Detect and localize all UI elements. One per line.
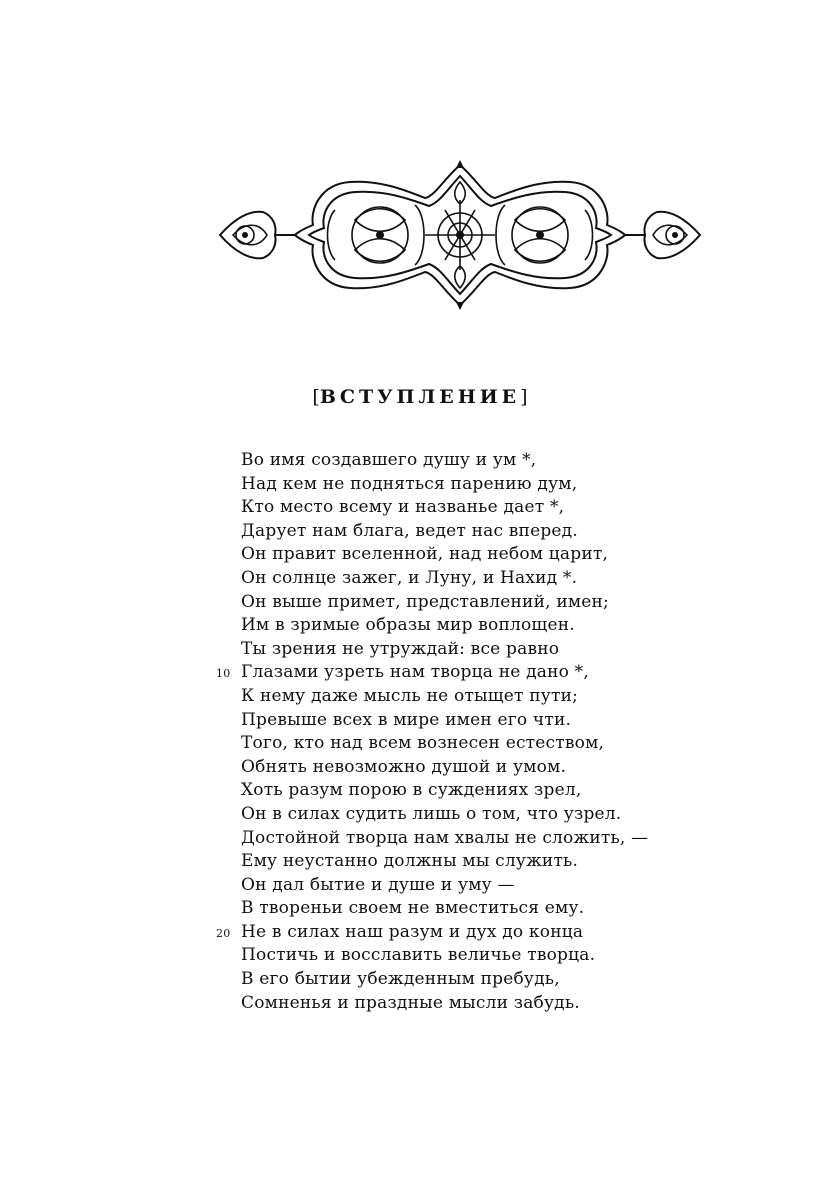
title-close-bracket: ] bbox=[520, 386, 528, 408]
poem-line-text: Он правит вселенной, над небом царит, bbox=[241, 544, 609, 565]
poem-line-text: В его бытии убежденным пребудь, bbox=[241, 969, 560, 990]
poem-line-text: Ему неустанно должны мы служить. bbox=[241, 851, 579, 872]
section-title bbox=[0, 386, 840, 408]
line-number: 10 bbox=[216, 667, 231, 681]
poem-line bbox=[241, 897, 761, 921]
poem-line-text: Во имя создавшего душу и ум *, bbox=[241, 450, 537, 470]
poem-line-text: Он солнце зажег, и Луну, и Нахид *. bbox=[241, 567, 578, 588]
poem-line-text: Над кем не подняться парению дум, bbox=[241, 473, 578, 494]
poem-line bbox=[241, 496, 761, 520]
poem-line-text: Дарует нам блага, ведет нас вперед. bbox=[241, 520, 578, 541]
poem-line-text: Он выше примет, представлений, имен; bbox=[241, 591, 609, 612]
poem-line-text: Хоть разум порою в суждениях зрел, bbox=[241, 780, 582, 801]
poem-line-text: Им в зримые образы мир воплощен. bbox=[241, 615, 575, 636]
line-number: 20 bbox=[216, 926, 231, 940]
poem-line bbox=[241, 591, 761, 615]
poem-line bbox=[216, 921, 761, 945]
poem-line bbox=[241, 520, 761, 544]
poem-line-text: Достойной творца нам хвалы не сложить, — bbox=[241, 827, 649, 848]
poem-line bbox=[241, 638, 761, 662]
poem-line bbox=[216, 661, 761, 685]
poem-line-text: Он в силах судить лишь о том, что узрел. bbox=[241, 803, 622, 824]
poem-line-text: Он дал бытие и душе и уму — bbox=[241, 874, 515, 895]
ornamental-headpiece-icon bbox=[215, 160, 705, 310]
poem-line-text: Превыше всех в мире имен его чти. bbox=[241, 709, 572, 730]
poem-line bbox=[241, 732, 761, 756]
poem-line bbox=[241, 543, 761, 567]
poem-line-text: В твореньи своем не вместиться ему. bbox=[241, 898, 585, 919]
poem-line bbox=[241, 709, 761, 733]
poem-line-text: Постичь и восславить величье творца. bbox=[241, 945, 596, 966]
poem-line-text: Не в силах наш разум и дух до конца bbox=[241, 921, 584, 942]
title-text: ВСТУПЛЕНИЕ bbox=[319, 386, 521, 408]
title-open-bracket: [ bbox=[312, 386, 320, 408]
poem-line bbox=[241, 992, 761, 1016]
poem-line-text: К нему даже мысль не отыщет пути; bbox=[241, 685, 579, 706]
poem-body bbox=[216, 449, 761, 1015]
poem-line bbox=[241, 756, 761, 780]
stray-dot bbox=[694, 239, 696, 241]
poem-line-text: Того, кто над всем вознесен естеством, bbox=[241, 733, 605, 754]
poem-line bbox=[241, 473, 761, 497]
poem-line bbox=[241, 944, 761, 968]
poem-line bbox=[241, 614, 761, 638]
poem-line-text: Обнять невозможно душой и умом. bbox=[241, 756, 567, 777]
poem-line-text: Сомненья и праздные мысли забудь. bbox=[241, 992, 580, 1013]
poem-line bbox=[241, 850, 761, 874]
poem-line-text: Глазами узреть нам творца не дано *, bbox=[241, 662, 589, 683]
poem-line bbox=[241, 827, 761, 851]
poem-line bbox=[241, 567, 761, 591]
poem-line bbox=[241, 449, 761, 473]
poem-line bbox=[241, 779, 761, 803]
poem-line bbox=[241, 968, 761, 992]
poem-line bbox=[241, 874, 761, 898]
poem-line-text: Кто место всему и названье дает *, bbox=[241, 497, 565, 518]
poem-line bbox=[241, 803, 761, 827]
poem-line-text: Ты зрения не утруждай: все равно bbox=[241, 638, 560, 659]
poem-line bbox=[241, 685, 761, 709]
